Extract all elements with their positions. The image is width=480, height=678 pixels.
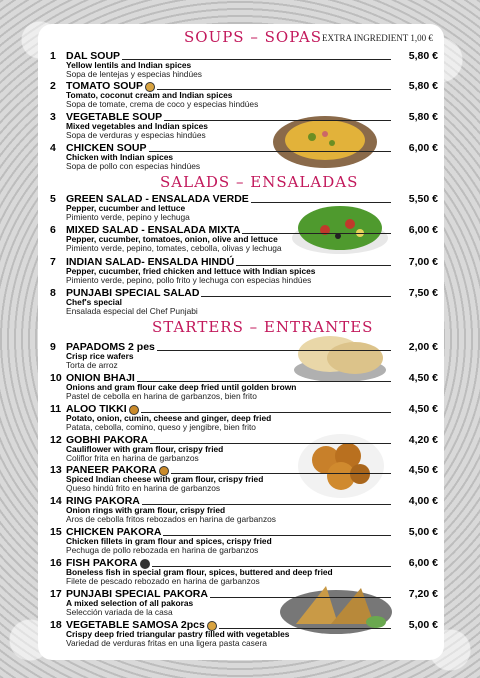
item-description-es: Coliflor frita en harina de garbanzos (66, 453, 199, 463)
item-number: 2 (50, 80, 56, 92)
item-number: 15 (50, 526, 62, 538)
item-description-en: Chicken fillets in gram flour and spices, crispy fried (66, 536, 272, 546)
item-description-en: Yellow lentils and Indian spices (66, 60, 192, 70)
item-price: 6,00 € (408, 557, 438, 569)
item-name: INDIAN SALAD- ENSALDA HINDÚ (66, 256, 235, 268)
item-number: 11 (50, 403, 62, 415)
item-description-es: Selección variada de la casa (66, 607, 173, 617)
item-description-es: Pechuga de pollo rebozada en harina de garbanzos (66, 545, 259, 555)
item-description-es: Filete de pescado rebozado en harina de garbanzos (66, 576, 260, 586)
dotted-leader (210, 597, 391, 598)
starters-section-title: STARTERS – ENTRANTES (152, 318, 374, 336)
item-name: PUNJABI SPECIAL PAKORA (66, 588, 208, 600)
item-price: 5,50 € (408, 193, 438, 205)
item-description-es: Queso hindú frito en harina de garbanzos (66, 483, 221, 493)
item-number: 6 (50, 224, 56, 236)
item-name: ALOO TIKKI (66, 403, 127, 415)
item-name: CHICKEN SOUP (66, 142, 147, 154)
item-number: 12 (50, 434, 62, 446)
item-description-es: Pimiento verde, pepino, tomates, cebolla, olivas y lechuga (66, 243, 282, 253)
dotted-leader (201, 296, 391, 297)
item-description-es: Torta de arroz (66, 360, 118, 370)
item-name: MIXED SALAD - ENSALADA MIXTA (66, 224, 241, 236)
dotted-leader (157, 350, 391, 351)
item-price: 2,00 € (408, 341, 438, 353)
item-number: 7 (50, 256, 56, 268)
item-number: 4 (50, 142, 56, 154)
item-name: CHICKEN PAKORA (66, 526, 162, 538)
dotted-leader (251, 202, 391, 203)
item-description-es: Pimiento verde, pepino, pollo frito y lechuga con especias hindúes (66, 275, 312, 285)
item-description-en: Pepper, cucumber, tomatoes, onion, olive and lettuce (66, 234, 278, 244)
dotted-leader (149, 151, 391, 152)
item-price: 5,80 € (408, 111, 438, 123)
item-description-en: Chef's special (66, 297, 122, 307)
item-description-es: Aros de cebolla fritos rebozados en harina de garbanzos (66, 514, 276, 524)
item-number: 18 (50, 619, 62, 631)
item-description-en: Chicken with Indian spices (66, 152, 174, 162)
extra-ingredient-note: EXTRA INGREDIENT 1,00 € (322, 33, 433, 43)
item-number: 3 (50, 111, 56, 123)
item-price: 7,50 € (408, 287, 438, 299)
item-price: 5,00 € (408, 526, 438, 538)
item-description-en: Potato, onion, cumin, cheese and ginger, deep fried (66, 413, 272, 423)
item-price: 7,20 € (408, 588, 438, 600)
item-name: ONION BHAJI (66, 372, 135, 384)
item-price: 7,00 € (408, 256, 438, 268)
item-description-es: Sopa de verduras y especias hindúes (66, 130, 206, 140)
item-number: 8 (50, 287, 56, 299)
item-name: DAL SOUP (66, 50, 121, 62)
item-description-en: Pepper, cucumber, fried chicken and lettuce with Indian spices (66, 266, 316, 276)
item-price: 4,50 € (408, 372, 438, 384)
item-number: 1 (50, 50, 56, 62)
item-description-en: Tomato, coconut cream and Indian spices (66, 90, 233, 100)
item-price: 5,00 € (408, 619, 438, 631)
item-price: 5,80 € (408, 50, 438, 62)
item-name: VEGETABLE SOUP (66, 111, 163, 123)
item-number: 14 (50, 495, 62, 507)
item-name: GOBHI PAKORA (66, 434, 149, 446)
soups-section-title: SOUPS – SOPAS (184, 28, 323, 46)
item-number: 10 (50, 372, 62, 384)
item-description-es: Sopa de pollo con especias hindúes (66, 161, 201, 171)
item-price: 6,00 € (408, 142, 438, 154)
item-description-en: Spiced Indian cheese with gram flour, crispy fried (66, 474, 264, 484)
item-price: 5,80 € (408, 80, 438, 92)
item-name: FISH PAKORA (66, 557, 138, 569)
item-name: PUNJABI SPECIAL SALAD (66, 287, 200, 299)
item-number: 5 (50, 193, 56, 205)
item-description-en: Boneless fish in special gram flour, spices, buttered and deep fried (66, 567, 333, 577)
item-description-en: Pepper, cucumber and lettuce (66, 203, 186, 213)
item-description-en: Onion rings with gram flour, crispy fried (66, 505, 226, 515)
item-description-es: Variedad de verduras fritas en una ligera pasta casera (66, 638, 267, 648)
item-price: 4,20 € (408, 434, 438, 446)
item-number: 17 (50, 588, 62, 600)
item-name: PANEER PAKORA (66, 464, 157, 476)
item-price: 4,00 € (408, 495, 438, 507)
item-name: VEGETABLE SAMOSA 2pcs (66, 619, 205, 631)
item-description-es: Pastel de cebolla en harina de garbanzos, bien frito (66, 391, 257, 401)
item-name: PAPADOMS 2 pes (66, 341, 155, 353)
item-name: RING PAKORA (66, 495, 140, 507)
item-description-es: Ensalada especial del Chef Punjabi (66, 306, 198, 316)
item-description-en: Crispy deep fried triangular pastry filled with vegetables (66, 629, 290, 639)
item-price: 4,50 € (408, 464, 438, 476)
item-description-es: Pimiento verde, pepino y lechuga (66, 212, 190, 222)
item-number: 13 (50, 464, 62, 476)
item-description-en: Cauliflower with gram flour, crispy fried (66, 444, 224, 454)
item-number: 9 (50, 341, 56, 353)
item-description-en: Onions and gram flour cake deep fried until golden brown (66, 382, 297, 392)
item-description-es: Sopa de lentejas y especias hindúes (66, 69, 202, 79)
salads-section-title: SALADS – ENSALADAS (160, 173, 359, 191)
item-price: 6,00 € (408, 224, 438, 236)
item-description-en: Mixed vegetables and Indian spices (66, 121, 208, 131)
item-name: GREEN SALAD - ENSALADA VERDE (66, 193, 249, 205)
item-price: 4,50 € (408, 403, 438, 415)
item-description-en: Crisp rice wafers (66, 351, 134, 361)
item-number: 16 (50, 557, 62, 569)
item-description-es: Sopa de tomate, crema de coco y especias hindúes (66, 99, 259, 109)
item-name: TOMATO SOUP (66, 80, 144, 92)
item-description-en: A mixed selection of all pakoras (66, 598, 194, 608)
item-description-es: Patata, cebolla, comino, queso y jengibre, bien frito (66, 422, 256, 432)
